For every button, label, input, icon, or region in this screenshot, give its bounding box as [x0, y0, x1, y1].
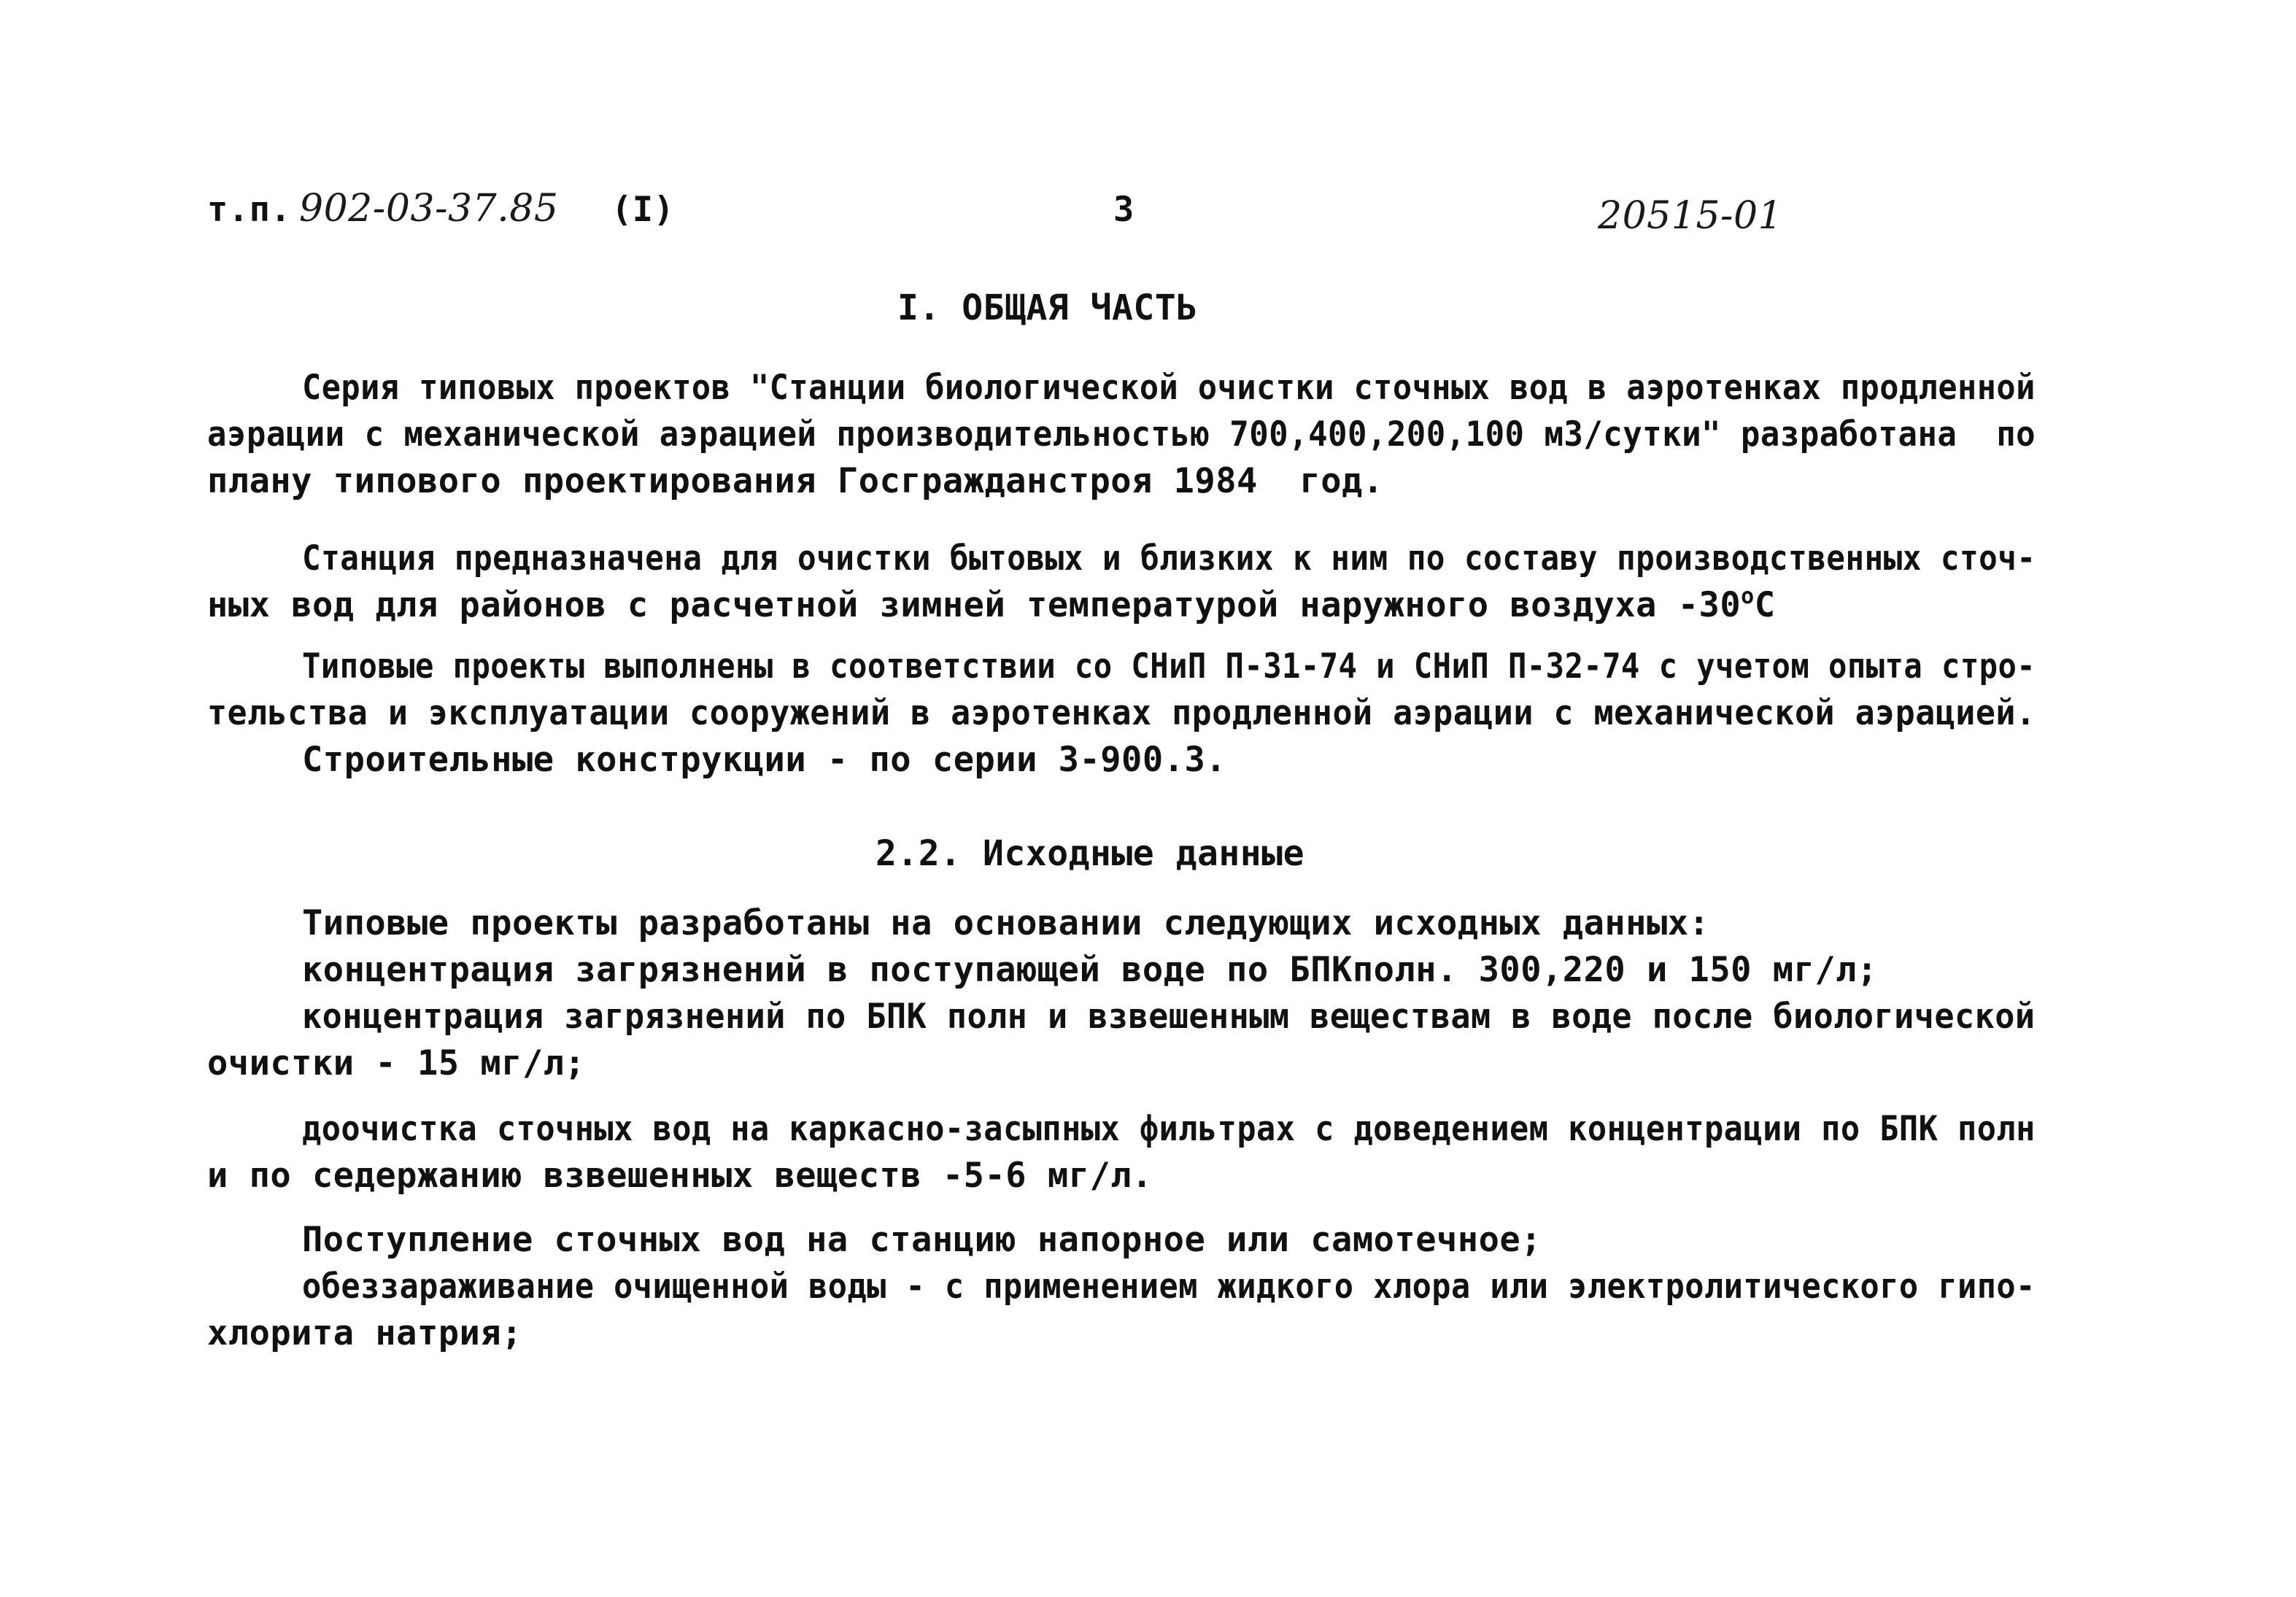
header-project-number: 902-03-37.85 [299, 187, 559, 231]
initial-data-line-7: Поступление сточных вод на станцию напорное или самотечное; [302, 1220, 1542, 1260]
paragraph-2-line-1: Станция предназначена для очистки бытовых и близких к ним по составу производственных сточ- [302, 538, 2036, 579]
initial-data-line-8: обеззараживание очищенной воды - с применением жидкого хлора или электролитического гипо- [302, 1267, 2036, 1307]
initial-data-line-2: концентрация загрязнений в поступающей воде по БПКполн. 300,220 и 150 мг/л; [302, 950, 1878, 990]
initial-data-line-4: очистки - 15 мг/л; [207, 1043, 586, 1083]
paragraph-3-line-2: тельства и эксплуатации сооружений в аэротенках продленной аэрации с механической аэрацией. [207, 693, 2036, 733]
initial-data-line-3: концентрация загрязнений по БПК полн и взвешенным веществам в воде после биологической [302, 997, 2036, 1037]
section-title-general: I. ОБЩАЯ ЧАСТЬ [897, 287, 1198, 328]
paragraph-2-line-2-text: ных вод для районов с расчетной зимней температурой наружного воздуха -30 [207, 585, 1742, 625]
page-number: 3 [1113, 190, 1135, 230]
inventory-number: 20515-01 [1598, 194, 1783, 238]
paragraph-3-line-3: Строительные конструкции - по серии 3-900.3. [302, 740, 1227, 780]
initial-data-line-9: хлорита натрия; [207, 1313, 522, 1353]
degree-sign: o [1741, 584, 1755, 609]
paragraph-1-line-3: плану типового проектирования Госгражданстроя 1984 год. [207, 461, 1384, 501]
paragraph-3-line-1: Типовые проекты выполнены в соответствии со СНиП П-31-74 и СНиП П-32-74 с учетом опыта стро- [302, 646, 2036, 687]
initial-data-line-5: доочистка сточных вод на каркасно-засыпных фильтрах с доведением концентрации по БПК полн [302, 1109, 2036, 1149]
paragraph-1-line-2: аэрации с механической аэрацией производительностью 700,400,200,100 м3/сутки" разработана по [207, 414, 2036, 455]
paragraph-2-line-2 [207, 584, 1776, 627]
celsius-unit: C [1754, 585, 1776, 625]
header-volume: (I) [611, 190, 675, 230]
initial-data-line-6: и по седержанию взвешенных веществ -5-6 мг/л. [207, 1156, 1153, 1196]
paragraph-1-line-1: Серия типовых проектов "Станции биологической очистки сточных вод в аэротенках продленной [302, 368, 2036, 408]
header-prefix: т.п. [207, 190, 292, 230]
initial-data-line-1: Типовые проекты разработаны на основании следующих исходных данных: [302, 903, 1710, 943]
section-title-initial-data: 2.2. Исходные данные [876, 833, 1304, 874]
